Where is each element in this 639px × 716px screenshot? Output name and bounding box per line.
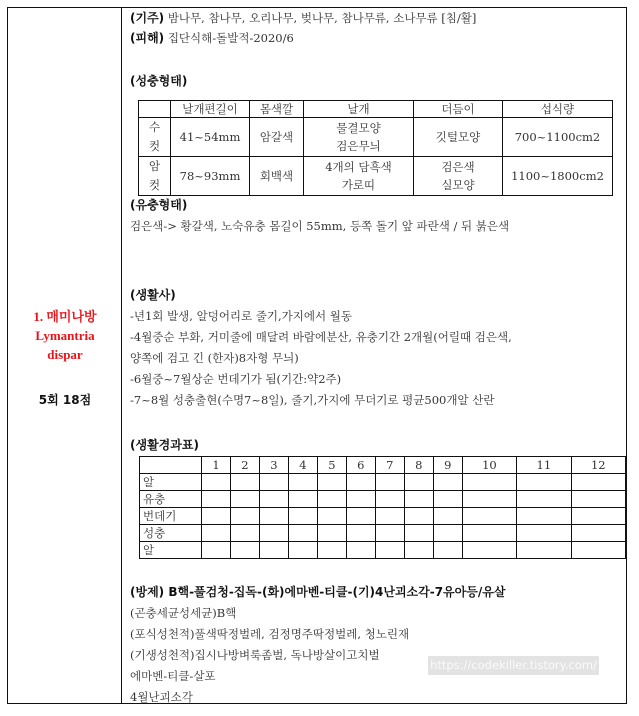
wingspan-cell: 78~93mm xyxy=(171,157,250,196)
exam-frequency: 5회 18점 xyxy=(38,393,92,407)
month-header: 3 xyxy=(259,457,288,474)
sex-char: 수 xyxy=(148,120,161,134)
stage-label: 알 xyxy=(140,542,202,559)
wing-line: 가로띠 xyxy=(341,178,376,192)
life-history-line: -4월중순 부화, 거미줄에 매달려 바람에분산, 유충기간 2개월(어릴때 검은색, xyxy=(130,330,512,344)
antenna-cell xyxy=(414,118,503,157)
table-header-cell: 더듬이 xyxy=(414,101,503,118)
feeding-cell: 1100~1800cm2 xyxy=(503,157,613,196)
table-header-row xyxy=(140,457,626,474)
watermark: https://codekiller.tistory.com/ xyxy=(428,656,599,675)
sex-char: 컷 xyxy=(148,178,161,192)
month-header: 9 xyxy=(433,457,462,474)
wing-line: 4개의 담흑색 xyxy=(325,160,392,174)
control-line: (포식성천적)풀색딱정벌레, 검정명주딱정벌레, 청노린재 xyxy=(130,627,410,641)
species-korean-name: 1. 매미나방 xyxy=(33,309,97,324)
stage-row-egg-2 xyxy=(140,542,626,559)
damage-label: (피해) xyxy=(130,31,165,45)
host-label: (기주) xyxy=(130,11,165,25)
life-history-line: 양쪽에 검고 긴 (한자)8자형 무늬) xyxy=(130,351,299,365)
damage-text: 집단식해-돌발적-2020/6 xyxy=(167,31,294,45)
life-history-line: -7~8월 성충출현(수명7~8일), 줄기,가지에 무더기로 평균500개알 산란 xyxy=(130,393,495,407)
month-header: 11 xyxy=(517,457,571,474)
sex-char: 컷 xyxy=(148,139,161,153)
month-header: 5 xyxy=(317,457,346,474)
body-color-cell: 회백색 xyxy=(250,157,304,196)
table-header-row xyxy=(139,101,613,118)
table-header-cell: 날개 xyxy=(304,101,414,118)
host-line xyxy=(130,10,476,26)
stage-label: 알 xyxy=(140,474,202,491)
month-header: 2 xyxy=(230,457,259,474)
body-color-cell: 암갈색 xyxy=(250,118,304,157)
stage-header-cell xyxy=(140,457,202,474)
month-header: 7 xyxy=(375,457,404,474)
control-line: (곤충세균성세균)B핵 xyxy=(130,606,237,620)
species-card xyxy=(7,7,627,704)
host-text: 밤나무, 참나무, 오리나무, 벚나무, 참나무류, 소나무류 [침/활] xyxy=(167,11,477,25)
month-header: 6 xyxy=(346,457,375,474)
life-history-line: -년1회 발생, 알덩어리로 줄기,가지에서 월동 xyxy=(130,309,352,323)
table-header-cell: 날개편길이 xyxy=(171,101,250,118)
damage-line xyxy=(130,30,294,46)
scientific-name-species: dispar xyxy=(47,347,83,362)
antenna-line: 깃털모양 xyxy=(435,130,481,144)
feeding-cell: 700~1100cm2 xyxy=(503,118,613,157)
sex-cell xyxy=(139,118,171,157)
wingspan-cell: 41~54mm xyxy=(171,118,250,157)
stage-label: 번데기 xyxy=(140,508,202,525)
wing-line: 검은무늬 xyxy=(336,139,381,153)
life-cycle-table xyxy=(139,456,626,559)
control-heading: (방제) B핵-풀검청-집독-(화)에마벤-티클-(기)4난괴소각-7유아등/유살 xyxy=(130,585,506,599)
control-line: (기생성천적)집시나방벼룩좀벌, 독나방살이고치벌 xyxy=(130,648,380,662)
table-header-cell: 몸색깔 xyxy=(250,101,304,118)
species-column xyxy=(8,8,122,703)
antenna-cell xyxy=(414,157,503,196)
wing-cell xyxy=(304,118,414,157)
table-row-male xyxy=(139,118,613,157)
stage-label: 성충 xyxy=(140,525,202,542)
scientific-name-genus: Lymantria xyxy=(35,328,95,343)
species-details xyxy=(130,8,626,703)
adult-morphology-heading: (성충형태) xyxy=(130,74,188,88)
month-header: 12 xyxy=(571,457,625,474)
life-history-line: -6월중~7월상순 번데기가 됨(기간:약2주) xyxy=(130,372,342,386)
larva-morphology-heading: (유충형태) xyxy=(130,198,188,212)
control-line: 4월난괴소각 xyxy=(130,690,193,704)
larva-morphology-text: 검은색-> 황갈색, 노숙유충 몸길이 55mm, 등쪽 돌기 앞 파란색 / 뒤 붉은색 xyxy=(130,219,510,233)
antenna-line: 검은색 xyxy=(441,160,475,174)
stage-row-adult xyxy=(140,525,626,542)
table-header-cell xyxy=(139,101,171,118)
sex-char: 암 xyxy=(148,159,161,173)
sex-cell xyxy=(139,157,171,196)
table-row-female xyxy=(139,157,613,196)
species-name xyxy=(8,307,122,364)
wing-line: 물결모양 xyxy=(336,121,381,135)
stage-row-egg xyxy=(140,474,626,491)
wing-cell xyxy=(304,157,414,196)
stage-row-pupa xyxy=(140,508,626,525)
adult-morphology-table xyxy=(138,100,613,196)
life-cycle-heading: (생활경과표) xyxy=(130,438,199,452)
stage-row-larva xyxy=(140,491,626,508)
month-header: 8 xyxy=(404,457,433,474)
antenna-line: 실모양 xyxy=(441,178,475,192)
month-header: 10 xyxy=(462,457,516,474)
table-header-cell: 섭식량 xyxy=(503,101,613,118)
control-line: 에마벤-티클-살포 xyxy=(130,669,216,683)
life-history-heading: (생활사) xyxy=(130,288,176,302)
month-header: 1 xyxy=(202,457,231,474)
month-header: 4 xyxy=(288,457,317,474)
stage-label: 유충 xyxy=(140,491,202,508)
